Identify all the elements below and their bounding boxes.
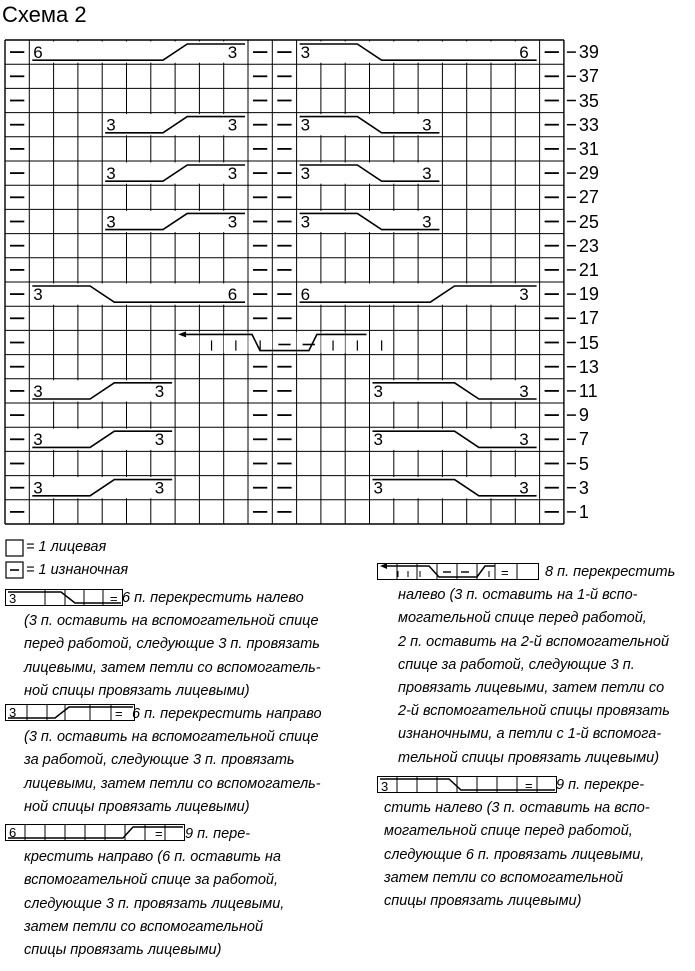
cell-label: 3 (422, 164, 432, 183)
cable-left-9-text (384, 774, 650, 913)
svg-text:=: = (501, 565, 509, 580)
cell-label: 3 (154, 381, 165, 401)
cable-right-6-symbol (5, 704, 135, 722)
cable-right-6-text (24, 703, 322, 819)
cell-label: 6 (33, 43, 43, 62)
chart-title: Схема 2 (2, 2, 87, 27)
svg-text:=: = (155, 826, 163, 841)
legend-line: (3 п. оставить на вспомогательной спице (24, 729, 319, 746)
cell-label: 3 (33, 381, 43, 401)
cell-label: 3 (33, 285, 43, 304)
legend-line: спице за работой, следующие 3 п. (398, 656, 635, 673)
row-number: 1 (578, 501, 589, 522)
cable-left-9-lead: 3 (381, 779, 389, 794)
knit-symbol (5, 539, 25, 557)
legend-line: лицевыми, затем петли со вспомогатель- (24, 659, 321, 676)
cell-label: 3 (227, 115, 238, 135)
legend-line: спицы провязать лицевыми) (384, 893, 582, 910)
row-number: 23 (578, 235, 599, 256)
cell-label: 3 (106, 212, 116, 232)
row-number: 7 (578, 429, 589, 450)
legend-line: могательной спице перед работой, (398, 610, 647, 627)
legend-line: вспомогательной спице за работой, (24, 872, 278, 889)
cable-left-6-text (24, 587, 321, 703)
row-number: 29 (578, 163, 599, 184)
legend-line: 9 п. пере- (185, 826, 251, 842)
legend-line: ной спицы провязать лицевыми) (24, 798, 250, 815)
row-number: 13 (578, 356, 599, 377)
legend-line: стить налево (3 п. оставить на вспо- (384, 800, 650, 817)
legend-line: тельной спицы провязать лицевыми) (398, 749, 660, 766)
cell-label: 3 (106, 164, 116, 183)
cell-label: 3 (519, 285, 529, 304)
legend-line: перед работой, следующие 3 п. провязать (24, 636, 320, 653)
legend-line: 6 п. перекрестить налево (122, 590, 304, 606)
cell-label: 3 (227, 43, 238, 62)
cell-label: 3 (422, 115, 432, 135)
legend-line: 2 п. оставить на 2-й вспомогательной (398, 633, 670, 650)
cell-label: 3 (300, 43, 311, 62)
cable-right-9-symbol (5, 824, 185, 842)
cell-label: 6 (519, 43, 529, 62)
legend-line: затем петли со вспомогательной (24, 918, 264, 935)
cable-center-8-text (398, 561, 676, 770)
legend-line: 2-й вспомогательной спицы провязать (398, 703, 670, 720)
purl-legend-text: = 1 изнаночная (26, 562, 129, 578)
row-number: 35 (578, 90, 599, 111)
cable-left-6-symbol (5, 589, 123, 607)
cell-label: 3 (519, 381, 529, 401)
svg-text:=: = (525, 778, 533, 793)
legend-line: налево (3 п. оставить на 1-й вспо- (398, 587, 638, 604)
legend-line: следующие 6 п. провязать лицевыми, (384, 846, 645, 863)
cell-label: 3 (33, 430, 43, 450)
cell-label: 6 (300, 285, 311, 304)
cell-label: 3 (373, 430, 383, 450)
legend-line: 6 п. перекрестить направо (132, 706, 322, 722)
row-number: 17 (578, 308, 599, 329)
cable-right-6-lead: 3 (9, 705, 17, 720)
row-number: 19 (578, 284, 599, 305)
legend-line: (3 п. оставить на вспомогательной спице (24, 613, 319, 630)
legend-line: изнаночными, а петли с 1-й вспомога- (398, 726, 662, 743)
legend-line: спицы провязать лицевыми) (24, 942, 222, 959)
cell-label: 3 (227, 212, 238, 232)
row-number: 25 (578, 211, 599, 232)
row-number: 9 (578, 405, 589, 426)
cell-label: 3 (300, 212, 311, 232)
row-number: 33 (578, 114, 599, 135)
cell-label: 3 (154, 430, 165, 450)
cell-label: 3 (227, 164, 238, 183)
row-number: 5 (578, 453, 589, 474)
row-number: 27 (578, 187, 599, 208)
row-number: 11 (578, 380, 598, 401)
cable-right-9-lead: 6 (9, 825, 17, 840)
cable-right-9-text (24, 823, 285, 962)
cell-label: 3 (373, 478, 383, 498)
knit-legend-text: = 1 лицевая (26, 539, 107, 555)
cable-left-9-symbol (377, 776, 557, 794)
svg-text:=: = (110, 591, 118, 606)
row-number: 15 (578, 332, 599, 353)
legend-line: 8 п. перекрестить (545, 564, 676, 580)
cell-label: 3 (106, 115, 116, 135)
legend-line: могательной спице перед работой, (384, 823, 633, 840)
cable-center-8-symbol (377, 563, 539, 581)
row-number: 31 (578, 138, 599, 159)
legend-line: лицевыми, затем петли со вспомогатель- (24, 775, 321, 792)
legend-line: следующие 3 п. провязать лицевыми, (24, 895, 285, 912)
row-number: 21 (578, 259, 599, 280)
row-number: 39 (578, 42, 599, 63)
svg-text:=: = (115, 706, 123, 721)
cell-label: 6 (227, 285, 238, 304)
purl-symbol (5, 561, 25, 579)
cell-label: 3 (154, 478, 165, 498)
legend-line: провязать лицевыми, затем петли со (398, 680, 665, 697)
cell-label: 3 (33, 478, 43, 498)
legend-line: за работой, следующие 3 п. провязать (24, 752, 295, 769)
cell-label: 3 (373, 381, 383, 401)
cell-label: 3 (519, 430, 529, 450)
cell-label: 3 (300, 115, 311, 135)
cell-label: 3 (300, 164, 311, 183)
row-number: 3 (578, 477, 589, 498)
cable-left-6-lead: 3 (9, 591, 17, 606)
cell-label: 3 (519, 478, 529, 498)
cell-label: 3 (422, 212, 432, 232)
legend-line: 9 п. перекре- (556, 777, 645, 793)
row-number: 37 (578, 66, 599, 87)
legend-line: крестить направо (6 п. оставить на (24, 849, 281, 866)
legend-line: затем петли со вспомогательной (384, 869, 624, 886)
legend-line: ной спицы провязать лицевыми) (24, 682, 250, 699)
